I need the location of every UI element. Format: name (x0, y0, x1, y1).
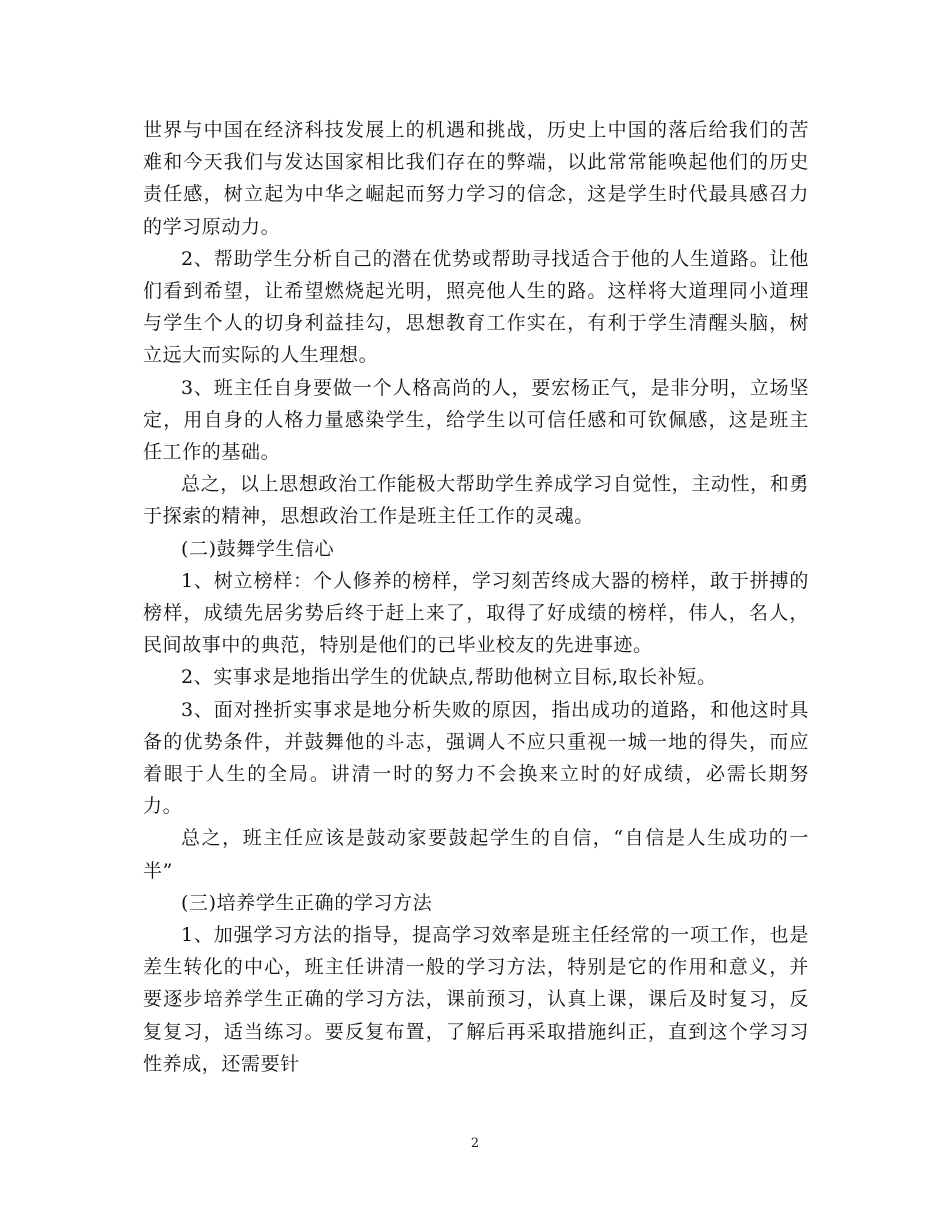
paragraph: 3、班主任自身要做一个人格高尚的人，要宏杨正气，是非分明，立场坚定，用自身的人格力量感染学生，给学生以可信任感和可钦佩感，这是班主任工作的基础。 (143, 376, 809, 464)
section-heading: (二)鼓舞学生信心 (181, 537, 335, 560)
paragraph: 总之，班主任应该是鼓动家要鼓起学生的自信，“自信是人生成功的一半” (143, 827, 809, 882)
section-heading: (三)培养学生正确的学习方法 (181, 891, 433, 914)
paragraph: 3、面对挫折实事求是地分析失败的原因，指出成功的道路，和他这时具备的优势条件，并鼓舞他的斗志，强调人不应只重视一城一地的得失，而应着眼于人生的全局。讲清一时的努力不会换来立时的好成绩，必需长期努力。 (143, 698, 809, 818)
paragraph: 总之，以上思想政治工作能极大帮助学生养成学习自觉性，主动性，和勇于探索的精神，思想政治工作是班主任工作的灵魂。 (143, 473, 809, 528)
page-number: 2 (470, 1136, 480, 1151)
paragraph: 2、帮助学生分析自己的潜在优势或帮助寻找适合于他的人生道路。让他们看到希望，让希望燃烧起光明，照亮他人生的路。这样将大道理同小道理与学生个人的切身利益挂勾，思想教育工作实在，有利于学生清醒头脑，树立远大而实际的人生理想。 (143, 247, 809, 367)
paragraph: 世界与中国在经济科技发展上的机遇和挑战，历史上中国的落后给我们的苦难和今天我们与发达国家相比我们存在的弊端，以此常常能唤起他们的历史责任感，树立起为中华之崛起而努力学习的信念，这是学生时代最具感召力的学习原动力。 (143, 119, 809, 238)
paragraph: 1、树立榜样：个人修养的榜样，学习刻苦终成大器的榜样，敢于拼搏的榜样，成绩先居劣势后终于赶上来了，取得了好成绩的榜样，伟人，名人，民间故事中的典范，特别是他们的已毕业校友的先进事迹。 (143, 569, 809, 657)
paragraph: 2、实事求是地指出学生的优缺点,帮助他树立目标,取长补短。 (181, 666, 717, 689)
paragraph: 1、加强学习方法的指导，提高学习效率是班主任经常的一项工作，也是差生转化的中心，班主任讲清一般的学习方法，特别是它的作用和意义，并要逐步培养学生正确的学习方法，课前预习，认真上课，课后及时复习，反复复习，适当练习。要反复布置，了解后再采取措施纠正，直到这个学习习性养成，还需要针 (143, 924, 809, 1075)
document-body (143, 114, 809, 1080)
